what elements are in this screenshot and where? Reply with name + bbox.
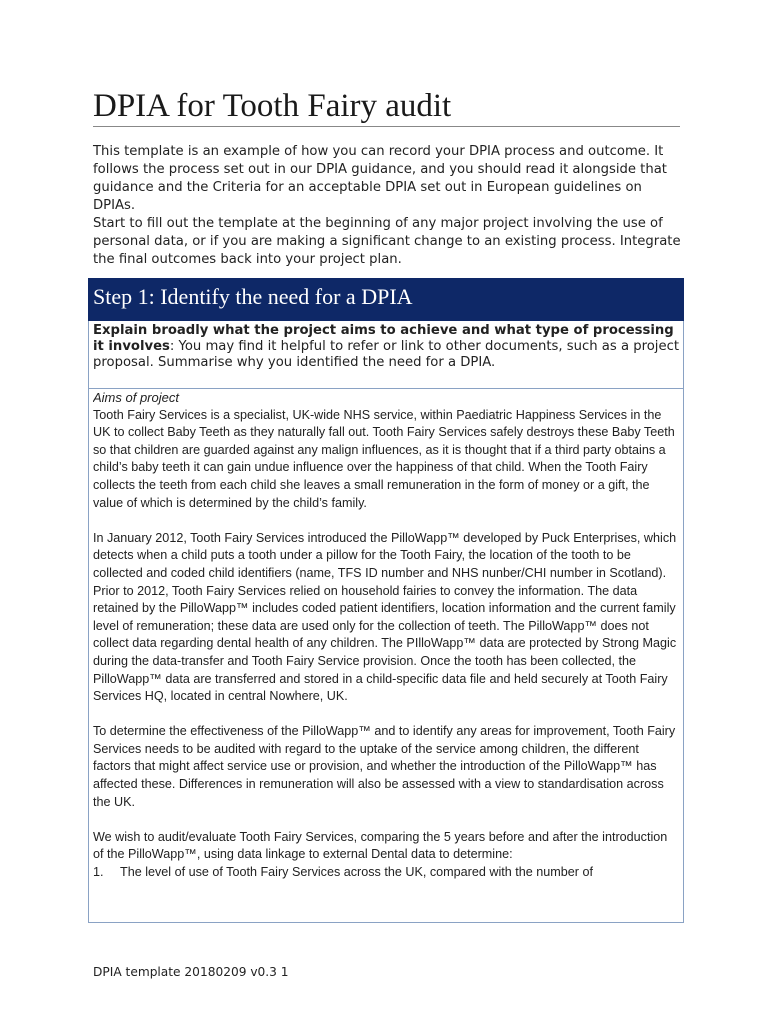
response-paragraph-2: In January 2012, Tooth Fairy Services introduced the PilloWapp™ developed by Puck Enterprises, which detects when a child puts a tooth under a pillow for the Tooth Fairy, the location of the tooth to be collected and coded child identifiers (name, TFS ID number and NHS nunber/CHI number in Scotland). Prior to 2012, Tooth Fairy Services relied on household fairies to convey the information. The data retained by the PilloWapp™ includes coded patient identifiers, location information and the current family level of remuneration; these data are used only for the collection of teeth. The PilloWapp™ does not collect data regarding dental health of any children. The PIlloWapp™ data are protected by Strong Magic during the data-transfer and Tooth Fairy Service provision. Once the tooth has been collected, the PilloWapp™ data are transferred and stored in a child-specific data file and held securely at Tooth Fairy Services HQ, located in central Nowhere, UK. (93, 530, 677, 704)
page-footer: DPIA template 20180209 v0.3 1 (93, 965, 289, 979)
title-underline (93, 126, 680, 127)
audit-objectives-list (93, 864, 679, 882)
intro-paragraph-2: Start to fill out the template at the beginning of any major project involving the use of personal data, or if you are making a significant change to an existing process. Integrate the final outcomes back into your project plan. (93, 216, 681, 267)
list-item (93, 864, 679, 882)
step1-instruction-bold: Explain broadly what the project aims to achieve and what type of processing it involves (93, 323, 674, 354)
response-paragraph-1: Tooth Fairy Services is a specialist, UK-wide NHS service, within Paediatric Happiness Services in the UK to collect Baby Teeth as they naturally fall out. Tooth Fairy Services safely destroys these Baby Teeth so that children are guarded against any malign influences, as it is thought that if a third party obtains a child’s baby teeth it can gain undue influence over the happiness of that child. When the Tooth Fairy collects the teeth from each child she leaves a small remuneration in the form of money or a gift, the value of which is determined by the child’s family. (93, 407, 675, 510)
step1-heading: Step 1: Identify the need for a DPIA (88, 278, 684, 321)
list-item-number: 1. (93, 865, 104, 880)
response-paragraph-4: We wish to audit/evaluate Tooth Fairy Services, comparing the 5 years before and after the introduction of the PilloWapp™, using data linkage to external Dental data to determine: (93, 829, 668, 862)
intro-paragraph-1: This template is an example of how you can record your DPIA process and outcome. It follows the process set out in our DPIA guidance, and you should read it alongside that guidance and the Criteria for an acceptable DPIA set out in European guidelines on DPIAs. (93, 144, 667, 213)
response-paragraph-3: To determine the effectiveness of the PilloWapp™ and to identify any areas for improvement, Tooth Fairy Services needs to be audited with regard to the uptake of the service among children, the different factors that might affect service use or provision, and whether the introduction of the PilloWapp™ has affected these. Differences in remuneration will also be assessed with a view to standardisation across the UK. (93, 724, 676, 809)
step1-instruction (93, 323, 679, 371)
step1-response (93, 389, 679, 921)
list-item-text: The level of use of Tooth Fairy Services across the UK, compared with the number of (120, 865, 593, 880)
aims-label: Aims of project (93, 390, 179, 405)
intro-section (93, 143, 685, 269)
document-title: DPIA for Tooth Fairy audit (93, 88, 452, 124)
step1-instruction-rest: : You may find it helpful to refer or link to other documents, such as a project proposal. Summarise why you identified the need for a DPIA. (93, 339, 679, 370)
